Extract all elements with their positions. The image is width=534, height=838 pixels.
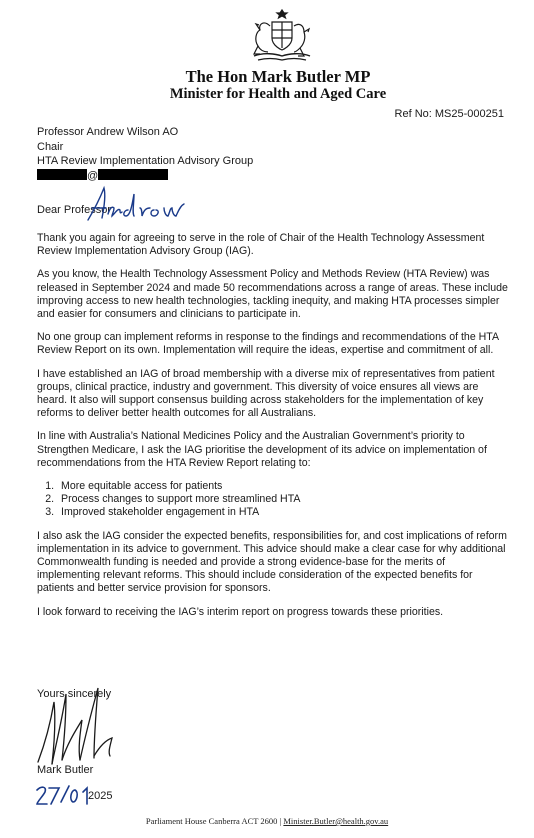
paragraph: In line with Australia’s National Medicines Policy and the Australian Government’s priority to Strengthen Medicare, I ask the IAG prioritise the development of its advice on implementation of recommendations from the HTA Review Report relating to: xyxy=(37,430,487,469)
recipient-address xyxy=(37,125,253,183)
footer xyxy=(0,816,534,826)
email-at-sign: @ xyxy=(87,169,99,182)
list-item: 3. Improved stakeholder engagement in HTA xyxy=(57,506,509,519)
paragraph: I also ask the IAG consider the expected benefits, responsibilities for, and cost implications of reform implementation in its advice to government. This advice should make a clear case for why additional Commonwealth funding is needed and provide a strong evidence-base for the merits of implementing relevant reforms. This should include consideration of the expected benefits for patients and better service provision for sponsors. xyxy=(37,529,507,595)
redaction-bar xyxy=(98,169,168,180)
list-item: 2. Process changes to support more streamlined HTA xyxy=(57,493,509,506)
list-item: 1. More equitable access for patients xyxy=(57,480,509,493)
signatory-name: Mark Butler xyxy=(37,764,94,776)
redaction-bar xyxy=(37,169,87,180)
minister-name: The Hon Mark Butler MP xyxy=(185,67,371,86)
paragraph: Thank you again for agreeing to serve in the role of Chair of the Health Technology Assessment Review Implementation Advisory Group (IAG). xyxy=(37,232,485,258)
recipient-name: Professor Andrew Wilson AO xyxy=(37,126,179,138)
paragraph: I look forward to receiving the IAG’s interim report on progress towards these priorities. xyxy=(37,605,444,618)
footer-email-link[interactable]: Minister.Butler@health.gov.au xyxy=(283,816,389,826)
handwritten-date-text xyxy=(0,0,1,1)
footer-address: Parliament House Canberra ACT 2600 | xyxy=(145,816,284,826)
closing: Yours sincerely xyxy=(37,688,112,700)
recipient-organisation: HTA Review Implementation Advisory Group xyxy=(37,155,254,167)
paragraph: As you know, the Health Technology Assessment Policy and Methods Review (HTA Review) was released in September 2024 and made 50 recommendations across a range of areas. These include improving access to new health technologies, tackling inequity, and making HTA processes simpler and easier for consumers and clinicians to participate in. xyxy=(37,268,508,321)
paragraph: I have established an IAG of broad membership with a diverse mix of representatives from patient groups, clinical practice, industry and government. This diversity of voice ensures all views are heard. It also will support consensus building across stakeholders for the implementation of key reforms to deliver better health outcomes for all Australians. xyxy=(37,367,495,420)
date-year: 2025 xyxy=(88,790,113,802)
reference-number: Ref No: MS25-000251 xyxy=(394,108,504,120)
paragraph: No one group can implement reforms in response to the findings and recommendations of the HTA Review Report on its own. Implementation will require the ideas, expertise and commitment of all. xyxy=(37,331,499,357)
salutation: Dear Professor xyxy=(37,204,111,216)
priorities-list xyxy=(37,480,509,520)
coat-of-arms-icon xyxy=(248,8,316,68)
handwritten-andrew-signature xyxy=(82,184,194,228)
letter-body xyxy=(37,232,509,629)
recipient-role: Chair xyxy=(37,140,64,153)
minister-title: Minister for Health and Aged Care xyxy=(169,86,387,102)
recipient-email xyxy=(37,169,253,184)
